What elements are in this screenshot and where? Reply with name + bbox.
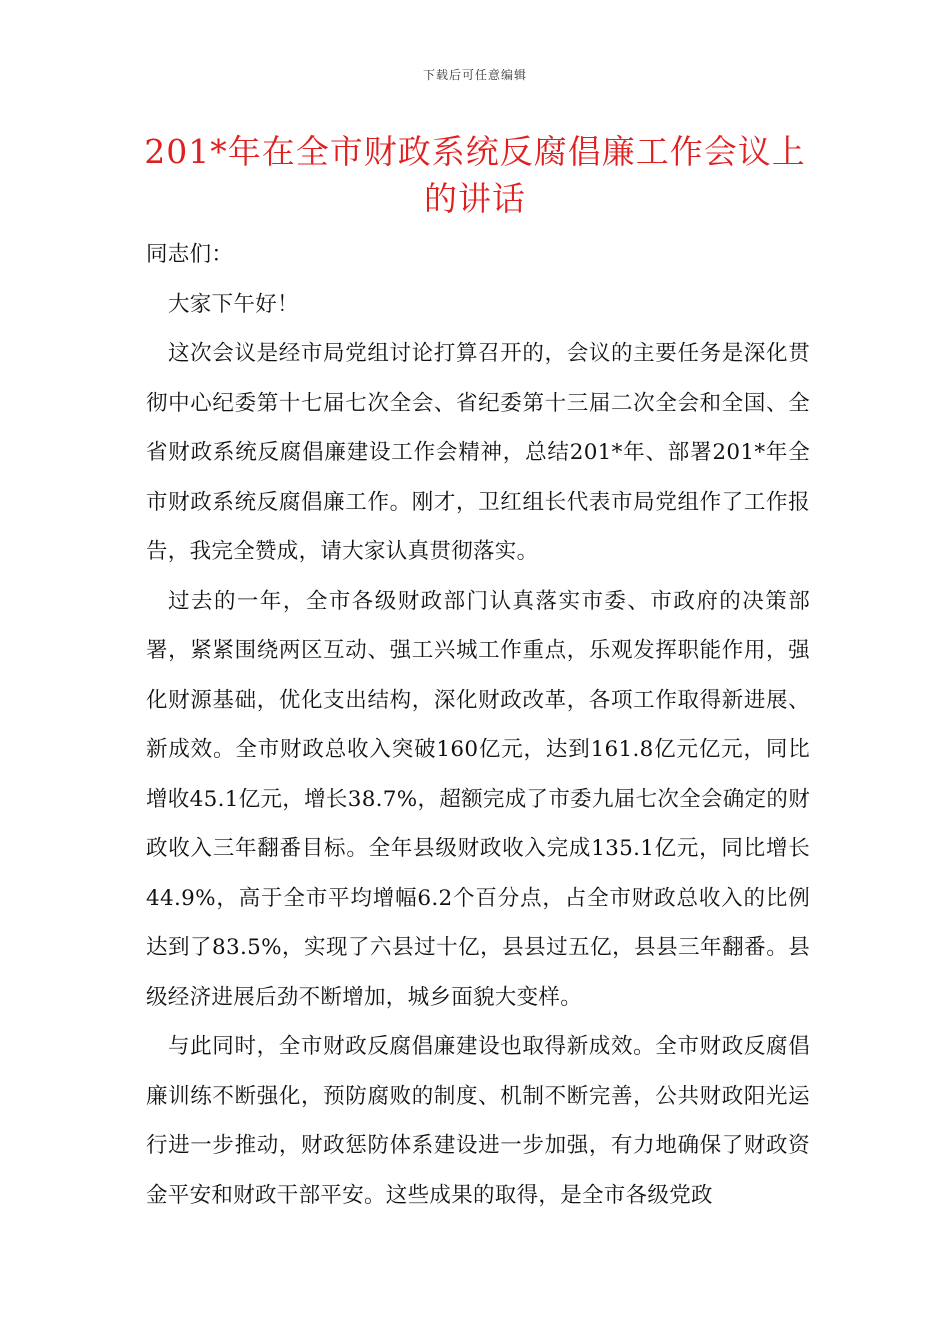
document-body bbox=[146, 230, 810, 1220]
paragraph-1: 这次会议是经市局党组讨论打算召开的，会议的主要任务是深化贯彻中心纪委第十七届七次全会、省纪委第十三届二次全会和全国、全省财政系统反腐倡廉建设工作会精神，总结201*年、部署201*年全市财政系统反腐倡廉工作。刚才，卫红组长代表市局党组作了工作报告，我完全赞成，请大家认真贯彻落实。 bbox=[146, 341, 810, 564]
paragraph-2: 过去的一年，全市各级财政部门认真落实市委、市政府的决策部署，紧紧围绕两区互动、强工兴城工作重点，乐观发挥职能作用，强化财源基础，优化支出结构，深化财政改革，各项工作取得新进展、新成效。全市财政总收入突破160亿元，达到161.8亿元亿元，同比增收45.1亿元，增长38.7%，超额完成了市委九届七次全会确定的财政收入三年翻番目标。全年县级财政收入完成135.1亿元，同比增长44.9%，高于全市平均增幅6.2个百分点，占全市财政总收入的比例达到了83.5%，实现了六县过十亿，县县过五亿，县县三年翻番。县级经济进展后劲不断增加，城乡面貌大变样。 bbox=[146, 588, 810, 1010]
header-note: 下载后可任意编辑 bbox=[422, 68, 527, 82]
document-title: 201*年在全市财政系统反腐倡廉工作会议上的讲话 bbox=[144, 132, 806, 218]
greeting: 大家下午好！ bbox=[168, 291, 299, 317]
paragraph-3: 与此同时，全市财政反腐倡廉建设也取得新成效。全市财政反腐倡廉训练不断强化，预防腐败的制度、机制不断完善，公共财政阳光运行进一步推动，财政惩防体系建设进一步加强，有力地确保了财政资金平安和财政干部平安。这些成果的取得，是全市各级党政 bbox=[146, 1034, 810, 1208]
salutation: 同志们： bbox=[146, 242, 234, 267]
